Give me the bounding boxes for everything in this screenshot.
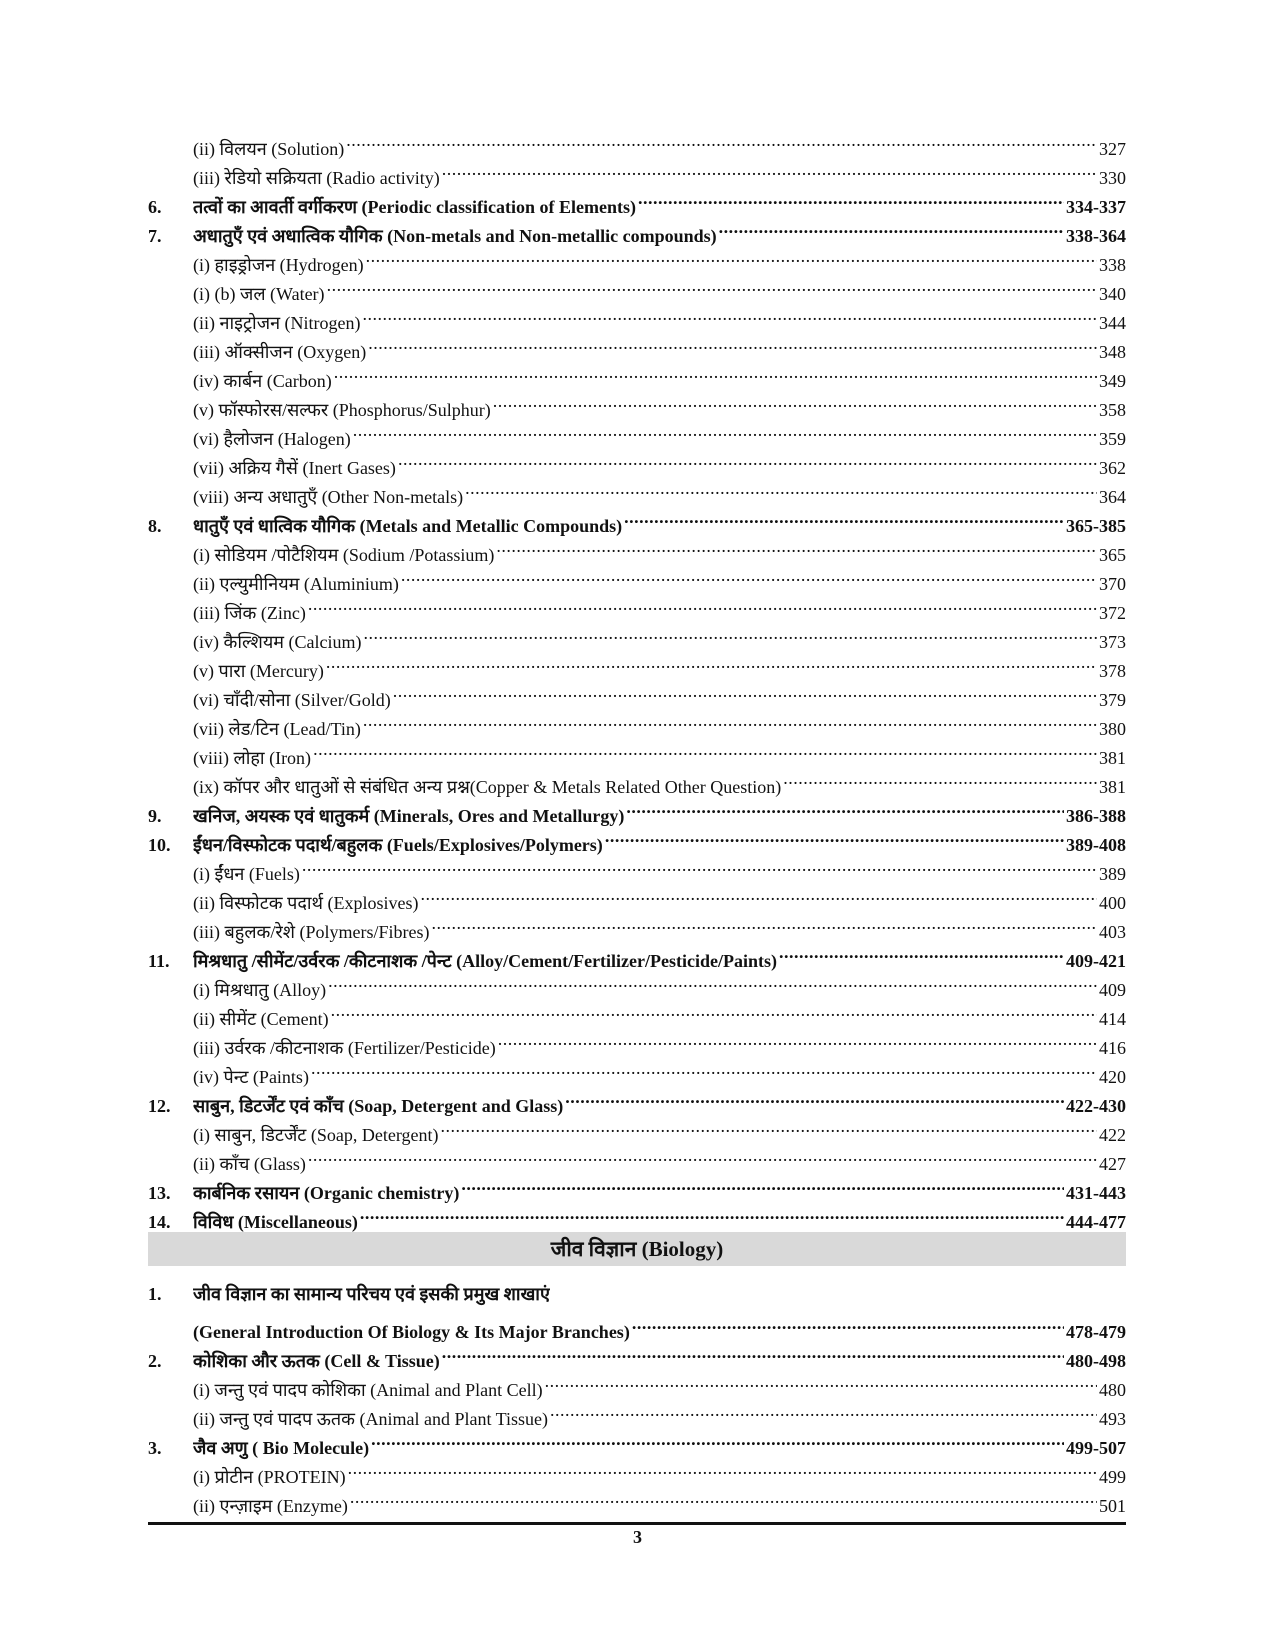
leader-dots bbox=[398, 445, 1097, 474]
entry-page: 344 bbox=[1099, 313, 1126, 333]
entry-page: 420 bbox=[1099, 1067, 1126, 1087]
leader-dots bbox=[465, 474, 1097, 503]
leader-dots bbox=[565, 1083, 1064, 1112]
leader-dots bbox=[783, 764, 1097, 793]
entry-page: 499 bbox=[1099, 1467, 1126, 1487]
entry-page: 386-388 bbox=[1066, 806, 1126, 826]
leader-dots bbox=[719, 213, 1064, 242]
leader-dots bbox=[334, 358, 1097, 387]
leader-dots bbox=[353, 416, 1097, 445]
leader-dots bbox=[493, 387, 1097, 416]
entry-title: (i) साबुन, डिटर्जेंट (Soap, Detergent) bbox=[193, 1125, 439, 1145]
entry-title: (iii) रेडियो सक्रियता (Radio activity) bbox=[193, 168, 440, 188]
entry-title: (iv) कार्बन (Carbon) bbox=[193, 371, 332, 391]
entry-page: 422 bbox=[1099, 1125, 1126, 1145]
entry-page: 409 bbox=[1099, 980, 1126, 1000]
leader-dots bbox=[308, 590, 1097, 619]
entry-title: (iii) ऑक्सीजन (Oxygen) bbox=[193, 342, 367, 362]
entry-page: 414 bbox=[1099, 1009, 1126, 1029]
entry-page: 340 bbox=[1099, 284, 1126, 304]
entry-page: 389-408 bbox=[1066, 835, 1126, 855]
entry-page: 379 bbox=[1099, 690, 1126, 710]
entry-page: 327 bbox=[1099, 139, 1126, 159]
entry-title: (i) सोडियम /पोटैशियम (Sodium /Potassium) bbox=[193, 545, 495, 565]
entry-title: जीव विज्ञान का सामान्य परिचय एवं इसकी प्रमुख शाखाएं bbox=[193, 1284, 550, 1304]
leader-dots bbox=[442, 1338, 1064, 1367]
entry-page: 478-479 bbox=[1066, 1322, 1126, 1342]
entry-title: (ii) एन्ज़ाइम (Enzyme) bbox=[193, 1496, 348, 1516]
entry-title: (i) हाइड्रोजन (Hydrogen) bbox=[193, 255, 364, 275]
leader-dots bbox=[442, 155, 1097, 184]
entry-title: धातुएँ एवं धात्विक यौगिक (Metals and Metallic Compounds) bbox=[193, 516, 623, 536]
entry-page: 480 bbox=[1099, 1380, 1126, 1400]
leader-dots bbox=[350, 1483, 1097, 1512]
entry-title: तत्वों का आवर्ती वर्गीकरण (Periodic classification of Elements) bbox=[193, 197, 636, 217]
leader-dots bbox=[302, 851, 1097, 880]
entry-page: 416 bbox=[1099, 1038, 1126, 1058]
leader-dots bbox=[461, 1170, 1064, 1199]
entry-page: 338 bbox=[1099, 255, 1126, 275]
leader-dots bbox=[638, 184, 1064, 213]
entry-title: (viii) लोहा (Iron) bbox=[193, 748, 312, 768]
entry-page: 422-430 bbox=[1066, 1096, 1126, 1116]
leader-dots bbox=[545, 1367, 1097, 1396]
entry-title: (viii) अन्य अधातुएँ (Other Non-metals) bbox=[193, 487, 464, 507]
leader-dots bbox=[371, 1425, 1064, 1454]
leader-dots bbox=[328, 967, 1097, 996]
leader-dots bbox=[368, 329, 1097, 358]
entry-title: खनिज, अयस्क एवं धातुकर्म (Minerals, Ores and Metallurgy) bbox=[193, 806, 625, 826]
leader-dots bbox=[626, 793, 1064, 822]
leader-dots bbox=[431, 909, 1097, 938]
entry-number: 11. bbox=[148, 951, 170, 971]
entry-number: 9. bbox=[148, 806, 162, 826]
entry-title: (ii) जन्तु एवं पादप ऊतक (Animal and Plant Tissue) bbox=[193, 1409, 549, 1429]
leader-dots bbox=[363, 706, 1097, 735]
leader-dots bbox=[605, 822, 1064, 851]
entry-title: (v) पारा (Mercury) bbox=[193, 661, 324, 681]
entry-page: 373 bbox=[1099, 632, 1126, 652]
entry-title: मिश्रधातु /सीमेंट/उर्वरक /कीटनाशक /पेन्ट (Alloy/Cement/Fertilizer/Pesticide/Paints) bbox=[193, 951, 777, 971]
entry-page: 380 bbox=[1099, 719, 1126, 739]
leader-dots bbox=[401, 561, 1097, 590]
entry-title: (i) ईंधन (Fuels) bbox=[193, 864, 300, 884]
entry-number: 14. bbox=[148, 1212, 171, 1232]
leader-dots bbox=[779, 938, 1064, 967]
entry-title: जैव अणु ( Bio Molecule) bbox=[193, 1438, 370, 1458]
entry-page: 400 bbox=[1099, 893, 1126, 913]
entry-page: 364 bbox=[1099, 487, 1126, 507]
page-number: 3 bbox=[633, 1527, 642, 1547]
entry-title: (iii) जिंक (Zinc) bbox=[193, 603, 306, 623]
entry-page: 330 bbox=[1099, 168, 1126, 188]
entry-page: 348 bbox=[1099, 342, 1126, 362]
entry-title: अधातुएँ एवं अधात्विक यौगिक (Non-metals and Non-metallic compounds) bbox=[193, 226, 717, 246]
leader-dots bbox=[348, 1454, 1097, 1483]
entry-title: (iv) कैल्शियम (Calcium) bbox=[193, 632, 362, 652]
entry-title: कार्बनिक रसायन (Organic chemistry) bbox=[193, 1183, 460, 1203]
entry-title: (i) प्रोटीन (PROTEIN) bbox=[193, 1467, 346, 1487]
entry-page: 389 bbox=[1099, 864, 1126, 884]
leader-dots bbox=[498, 1025, 1097, 1054]
entry-page: 365 bbox=[1099, 545, 1126, 565]
entry-page: 381 bbox=[1099, 748, 1126, 768]
entry-page: 359 bbox=[1099, 429, 1126, 449]
entry-number: 7. bbox=[148, 226, 162, 246]
entry-title: (i) (b) जल (Water) bbox=[193, 284, 325, 304]
entry-title: (ii) नाइट्रोजन (Nitrogen) bbox=[193, 313, 361, 333]
entry-page: 362 bbox=[1099, 458, 1126, 478]
leader-dots bbox=[360, 1199, 1064, 1228]
leader-dots bbox=[624, 503, 1064, 532]
leader-dots bbox=[496, 532, 1097, 561]
entry-page: 349 bbox=[1099, 371, 1126, 391]
entry-page: 501 bbox=[1099, 1496, 1126, 1516]
entry-number: 1. bbox=[148, 1284, 162, 1304]
entry-title: (iii) उर्वरक /कीटनाशक (Fertilizer/Pesticide) bbox=[193, 1038, 496, 1058]
entry-page: 427 bbox=[1099, 1154, 1126, 1174]
table-of-contents bbox=[148, 126, 1126, 1516]
entry-number: 12. bbox=[148, 1096, 171, 1116]
entry-number: 10. bbox=[148, 835, 171, 855]
entry-number: 8. bbox=[148, 516, 162, 536]
entry-title: (vii) अक्रिय गैसें (Inert Gases) bbox=[193, 458, 396, 478]
entry-title: साबुन, डिटर्जेंट एवं काँच (Soap, Detergent and Glass) bbox=[193, 1096, 564, 1116]
entry-page: 403 bbox=[1099, 922, 1126, 942]
entry-title: (iv) पेन्ट (Paints) bbox=[193, 1067, 309, 1087]
entry-title: ईंधन/विस्फोटक पदार्थ/बहुलक (Fuels/Explosives/Polymers) bbox=[193, 835, 603, 855]
entry-number: 6. bbox=[148, 197, 162, 217]
entry-page: 378 bbox=[1099, 661, 1126, 681]
entry-page: 499-507 bbox=[1066, 1438, 1126, 1458]
leader-dots bbox=[550, 1396, 1097, 1425]
leader-dots bbox=[632, 1309, 1064, 1338]
entry-page: 493 bbox=[1099, 1409, 1126, 1429]
entry-title: (ii) सीमेंट (Cement) bbox=[193, 1009, 329, 1029]
entry-title: (vii) लेड/टिन (Lead/Tin) bbox=[193, 719, 361, 739]
entry-title: (vi) हैलोजन (Halogen) bbox=[193, 429, 351, 449]
leader-dots bbox=[311, 1054, 1097, 1083]
leader-dots bbox=[331, 996, 1097, 1025]
footer-divider bbox=[148, 1522, 1126, 1525]
entry-page: 409-421 bbox=[1066, 951, 1126, 971]
entry-title: (ix) कॉपर और धातुओं से संबंधित अन्य प्रश्न(Copper & Metals Related Other Question) bbox=[193, 777, 782, 797]
leader-dots bbox=[421, 880, 1097, 909]
chemistry-contents-list bbox=[148, 126, 1126, 1232]
entry-title: (ii) काँच (Glass) bbox=[193, 1154, 306, 1174]
entry-page: 381 bbox=[1099, 777, 1126, 797]
leader-dots bbox=[346, 126, 1097, 155]
entry-title: (ii) विलयन (Solution) bbox=[193, 139, 345, 159]
biology-contents-list bbox=[148, 1338, 1126, 1516]
entry-number: 3. bbox=[148, 1438, 162, 1458]
leader-dots bbox=[393, 677, 1097, 706]
biology-section-heading: जीव विज्ञान (Biology) bbox=[148, 1232, 1126, 1266]
leader-dots bbox=[327, 271, 1097, 300]
entry-page: 358 bbox=[1099, 400, 1126, 420]
leader-dots bbox=[363, 300, 1097, 329]
entry-page: 365-385 bbox=[1066, 516, 1126, 536]
entry-number: 2. bbox=[148, 1351, 162, 1371]
entry-title: विविध (Miscellaneous) bbox=[193, 1212, 358, 1232]
entry-page: 372 bbox=[1099, 603, 1126, 623]
toc-subentry[interactable] bbox=[148, 126, 1126, 159]
toc-entry[interactable] bbox=[148, 1280, 1126, 1309]
leader-dots bbox=[308, 1141, 1097, 1170]
entry-page: 338-364 bbox=[1066, 226, 1126, 246]
entry-title: (i) मिश्रधातु (Alloy) bbox=[193, 980, 327, 1000]
entry-page: 370 bbox=[1099, 574, 1126, 594]
entry-page: 444-477 bbox=[1066, 1212, 1126, 1232]
entry-title: (v) फॉस्फोरस/सल्फर (Phosphorus/Sulphur) bbox=[193, 400, 491, 420]
entry-title: (vi) चाँदी/सोना (Silver/Gold) bbox=[193, 690, 391, 710]
entry-title: (ii) विस्फोटक पदार्थ (Explosives) bbox=[193, 893, 419, 913]
entry-number: 13. bbox=[148, 1183, 171, 1203]
leader-dots bbox=[326, 648, 1097, 677]
leader-dots bbox=[313, 735, 1097, 764]
entry-title: कोशिका और ऊतक (Cell & Tissue) bbox=[193, 1351, 440, 1371]
entry-title: (i) जन्तु एवं पादप कोशिका (Animal and Plant Cell) bbox=[193, 1380, 543, 1400]
leader-dots bbox=[441, 1112, 1097, 1141]
leader-dots bbox=[364, 619, 1097, 648]
entry-title: (ii) एल्युमीनियम (Aluminium) bbox=[193, 574, 399, 594]
entry-page: 334-337 bbox=[1066, 197, 1126, 217]
leader-dots bbox=[366, 242, 1097, 271]
entry-page: 431-443 bbox=[1066, 1183, 1126, 1203]
entry-title-english: (General Introduction Of Biology & Its Major Branches) bbox=[193, 1322, 630, 1342]
entry-title: (iii) बहुलक/रेशे (Polymers/Fibres) bbox=[193, 922, 430, 942]
toc-entry-continuation[interactable] bbox=[148, 1309, 1126, 1342]
entry-page: 480-498 bbox=[1066, 1351, 1126, 1371]
